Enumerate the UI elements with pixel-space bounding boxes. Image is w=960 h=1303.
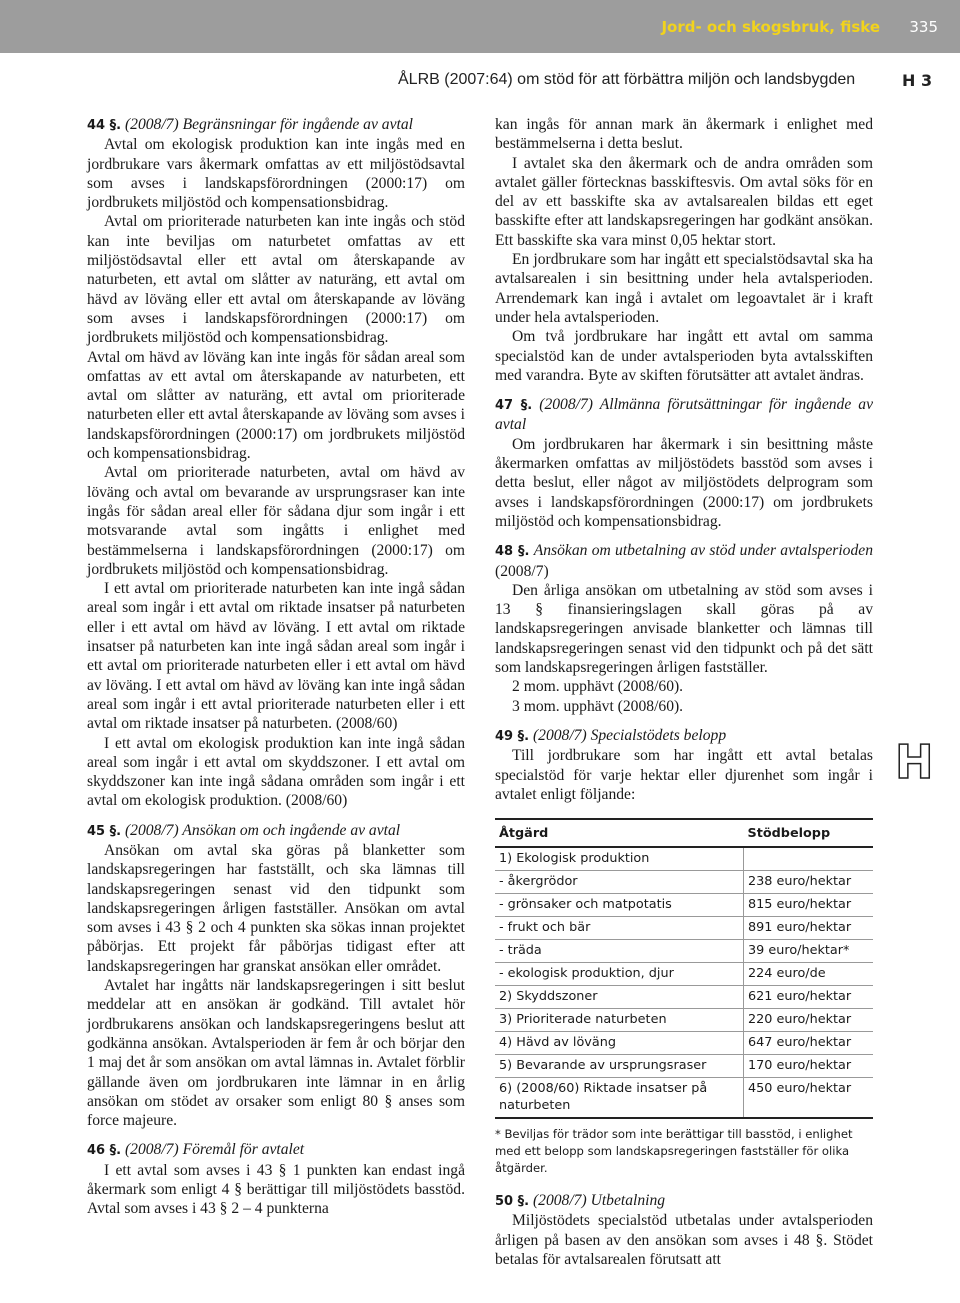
measure-cell: - åkergrödor — [495, 871, 744, 894]
paragraph: Avtal om prioriterade naturbeten kan inte ingås och stöd kan inte beviljas om naturbetet omfattas av ett miljöstödsavtal eller ett avtal om återskapande av naturbeten, ett avtal om slåtter av naturäng, ett avtal om hävd av löväng eller ett avtal om återskapande av löväng som avses i landskapsförordningen (2000:17) om jordbrukets miljöstöd och kompensationsbidrag. — [87, 213, 465, 347]
amount-cell: 891 euro/hektar — [744, 917, 874, 940]
amount-cell: 39 euro/hektar* — [744, 940, 874, 963]
measure-cell: 3) Prioriterade naturbeten — [495, 1009, 744, 1032]
column-header-measure: Åtgärd — [495, 819, 744, 847]
table-row — [495, 847, 873, 871]
paragraph: 2 mom. upphävt (2008/60). — [512, 678, 684, 696]
table-footnote: * Beviljas för trädor som inte berättigar till basstöd, i enlighet med ett belopp som landskapsregeringen fastställer för olika åtgärder. — [495, 1127, 853, 1176]
page-number: 335 — [909, 18, 938, 36]
section-number: 50 §. — [495, 1194, 530, 1210]
amount-cell — [744, 847, 874, 871]
table-row — [495, 940, 873, 963]
measure-cell: 5) Bevarande av ursprungsraser — [495, 1055, 744, 1078]
table-row — [495, 963, 873, 986]
section-number: 47 §. — [495, 398, 533, 414]
section-47-heading — [495, 395, 873, 435]
table-row — [495, 986, 873, 1009]
paragraph: Avtal om ekologisk produktion kan inte ingås med en jordbrukare vars åkermark omfattas av ett miljöstödsavtal som avses i landskapsförordningen (2000:17) om jordbrukets miljöstöd och kompensationsbidrag. — [87, 136, 465, 212]
paragraph: kan ingås för annan mark än åkermark i enlighet med bestämmelserna i detta beslut. — [495, 116, 873, 153]
support-amount-table — [495, 818, 873, 1119]
measure-cell: - ekologisk produktion, djur — [495, 963, 744, 986]
paragraph: Om två jordbrukare har ingått ett avtal om samma specialstöd kan de under avtalsperioden byta avtalsskiften med varandra. Byte av skiften förutsätter att avtalet ändras. — [495, 328, 873, 384]
paragraph: I avtalet ska den åkermark och de andra områden som avtalet gäller förtecknas basskiftesvis. Om avtal söks för en del av ett basskifte ska av avtalsarealen bildas ett eget basskifte efter att landskapsregeringen har godkänt ansökan. Ett basskifte ska vara minst 0,05 hektar stort. — [495, 154, 873, 249]
amount-cell: 220 euro/hektar — [744, 1009, 874, 1032]
paragraph: 3 mom. upphävt (2008/60). — [512, 697, 684, 715]
paragraph: Avtal om prioriterade naturbeten, avtal om hävd av löväng och avtal om bevarande av ursprungsraser kan inte ingås för sådan areal eller för sådana djur som ingår i ett motsvarande avtal som ingåtts i enlighet med bestämmelserna i landskapsförordningen (2000:17) om jordbrukets miljöstöd och kompensationsbidrag. — [87, 464, 465, 578]
section-title: (2008/7) Begränsningar för ingående av avtal — [124, 116, 413, 133]
section-45-heading — [87, 821, 465, 841]
section-title: (2008/7) Utbetalning — [532, 1192, 666, 1210]
paragraph: En jordbrukare som har ingått ett specialstödsavtal ska ha avtalsarealen i sin besittning under hela avtalsperioden. Arrendemark kan ingå i avtalet om legoavtalet är i kraft under hela avtalsperioden. — [495, 251, 873, 326]
amount-cell: 621 euro/hektar — [744, 986, 874, 1009]
paragraph: Miljöstödets specialstöd utbetalas under avtalsperioden årligen på basen av den ansökan som avses i 48 §. Stödet betalas för avtalsarealen förutsatt att — [495, 1212, 873, 1268]
section-title: Ansökan om utbetalning av stöd under avtalsperioden — [533, 542, 873, 560]
paragraph: I ett avtal om ekologisk produktion kan inte ingå sådan areal som ingår i ett avtal om skyddszoner. I ett avtal om skyddszoner kan inte ingå sådana områden som ingår i ett avtal om ekologisk produktion. (2008/60) — [87, 734, 465, 810]
table-row — [495, 871, 873, 894]
section-title: (2008/7) Allmänna förutsättningar för ingående av avtal — [495, 396, 874, 434]
measure-cell: 6) (2008/60) Riktade insatser på naturbeten — [495, 1078, 744, 1119]
section-44-heading — [87, 115, 465, 135]
section-title: (2008/7) Specialstödets belopp — [532, 726, 727, 744]
measure-cell: 4) Hävd av löväng — [495, 1032, 744, 1055]
table-row — [495, 1055, 873, 1078]
paragraph: Ansökan om avtal ska göras på blanketter som landskapsregeringen har fastställt, och ska lämnas till landskapsregeringen senast vid den tidpunkt som landskapsregeringen årligen fastställer. Ansökan om avtal som avses i 43 § 2 och 4 punkten ska sökas innan projektet påbörjas. Ett projekt får påbörjas tidigast efter att landskapsregeringen har granskat ansökan eller området. — [87, 841, 465, 975]
table-header-row — [495, 819, 873, 847]
amount-cell: 647 euro/hektar — [744, 1032, 874, 1055]
paragraph: Avtal om hävd av löväng kan inte ingås för sådan areal som omfattas av ett avtal om återskapande av naturbeten, ett avtal om slåtter av naturäng, ett avtal om prioriterade naturbeten eller ett avtal återskapande av löväng som avses i landskapsförordningen (2000:17) om jordbrukets miljöstöd och kompensationsbidrag. — [87, 348, 465, 463]
section-number: 46 §. — [87, 1143, 122, 1159]
amount-cell: 238 euro/hektar — [744, 871, 874, 894]
amount-cell: 170 euro/hektar — [744, 1055, 874, 1078]
section-number: 49 §. — [495, 728, 530, 744]
section-number: 48 §. — [495, 544, 530, 560]
column-header-amount: Stödbelopp — [744, 819, 874, 847]
paragraph: Den årliga ansökan om utbetalning av stöd som avses i 13 § finansieringslagen skall göras på av landskapsregeringen anvisade blanketter och lämnas till landskapsregeringen senast vid den tidpunkt och på det sätt som landskapsregeringen årligen fastställer. — [495, 581, 873, 677]
section-title: (2008/7) Föremål för avtalet — [124, 1141, 305, 1159]
paragraph: Om jordbrukaren har åkermark i sin besittning måste åkermarken omfattas av miljöstödets basstöd som avses i detta beslut, eller något av miljöstödets delprogram som avses i landskapsförordningen (2000:17) om jordbrukets miljöstöd och kompensationsbidrag. — [495, 435, 873, 530]
section-50-heading — [495, 1191, 873, 1211]
running-header-tag: H 3 — [902, 71, 933, 90]
right-column — [495, 115, 873, 1269]
section-number: 45 §. — [87, 823, 122, 839]
left-column — [87, 115, 465, 1219]
table-row — [495, 1009, 873, 1032]
amount-cell: 450 euro/hektar — [744, 1078, 874, 1119]
paragraph: I ett avtal som avses i 43 § 1 punkten kan endast ingå åkermark som enligt 4 § berättigar till miljöstödets basstöd. Avtal som avses i 43 § 2 – 4 punkterna — [87, 1161, 465, 1218]
measure-cell: 1) Ekologisk produktion — [495, 847, 744, 871]
section-46-heading — [87, 1140, 465, 1160]
measure-cell: - träda — [495, 940, 744, 963]
section-number: 44 §. — [87, 118, 122, 133]
table-row — [495, 1032, 873, 1055]
running-header: ÅLRB (2007:64) om stöd för att förbättra miljön och landsbygden — [398, 71, 856, 88]
paragraph: I ett avtal om prioriterade naturbeten kan inte ingå sådan areal som ingår i ett avtal om riktade insatser på naturbeten eller i ett avtal om hävd av löväng. I ett avtal om riktade insatser på naturbeten kan inte ingå sådan areal som ingår i ett avtal om prioriterade naturbeten eller i ett avtal om hävd av löväng. I ett avtal om hävd av löväng kan inte ingå sådan areal som ingår i ett avtal prioriterade naturbeten eller i ett avtal om riktade insatser på naturbeten. (2008/60) — [87, 580, 465, 733]
measure-cell: 2) Skyddszoner — [495, 986, 744, 1009]
section-title: Jord- och skogsbruk, fiske — [661, 18, 880, 36]
table-row — [495, 917, 873, 940]
measure-cell: - frukt och bär — [495, 917, 744, 940]
top-bar — [0, 0, 960, 53]
chapter-margin-tab: H — [895, 735, 934, 789]
section-48-heading — [495, 541, 873, 581]
table-row — [495, 1078, 873, 1119]
section-amendment: (2008/7) — [495, 562, 549, 580]
paragraph: Till jordbrukare som har ingått ett avtal betalas specialstöd för varje hektar eller djurenhet som ingår i avtalet enligt följande: — [495, 747, 873, 803]
amount-cell: 224 euro/de — [744, 963, 874, 986]
section-49-heading — [495, 726, 873, 746]
paragraph: Avtalet har ingåtts när landskapsregeringen i sitt beslut meddelar att en ansökan är godkänd. Till avtalet hör jordbrukarens ansökan och landskapsregeringens beslut att godkänna ansökan. Avtalsperioden är fem år och börjar den 1 maj det år som ansökan om avtal lämnas in. Avtalet förblir gällande även om jordbrukaren inte lämnar in en årlig ansökan om stödet av orsaker som enligt 80 § anses som force majeure. — [87, 977, 465, 1130]
measure-cell: - grönsaker och matpotatis — [495, 894, 744, 917]
table-row — [495, 894, 873, 917]
amount-cell: 815 euro/hektar — [744, 894, 874, 917]
section-title: (2008/7) Ansökan om och ingående av avtal — [124, 821, 401, 839]
